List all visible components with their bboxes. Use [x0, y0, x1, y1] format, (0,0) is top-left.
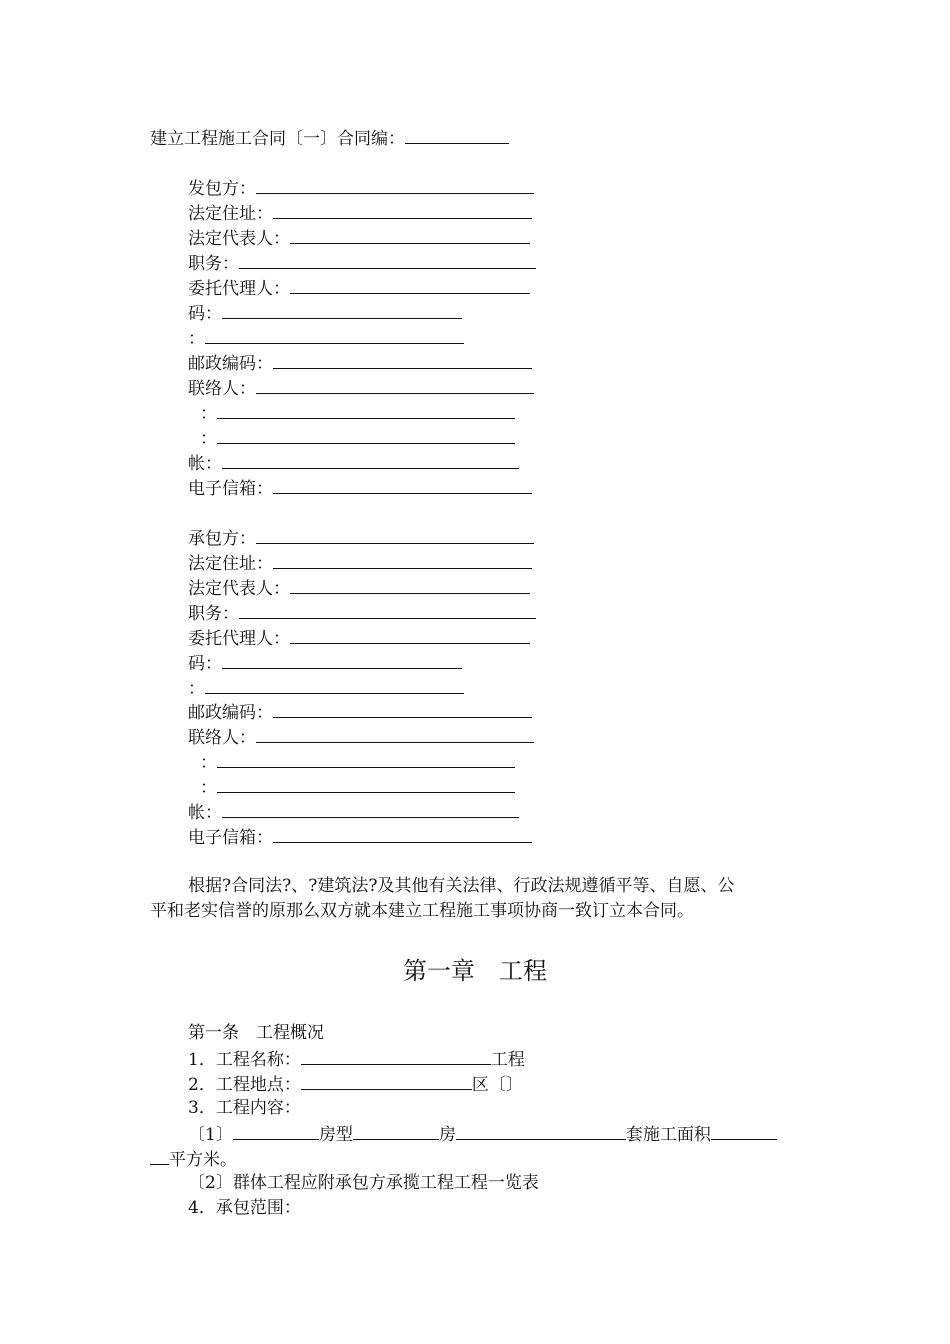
party-b-field: [188, 800, 519, 824]
project-location-blank[interactable]: [301, 1072, 472, 1090]
field-blank[interactable]: [256, 725, 534, 743]
party-b-field: [188, 725, 534, 749]
project-location-label: 2．工程地点：: [188, 1075, 301, 1095]
field-label: 法定代表人：: [188, 229, 290, 249]
field-blank[interactable]: [256, 526, 534, 544]
contract-title: 建立工程施工合同〔一〕合同编：: [150, 129, 405, 149]
party-b-field: [200, 750, 515, 774]
party-b-field: [188, 601, 536, 625]
content-sub-1-continuation: [150, 1147, 237, 1171]
field-blank[interactable]: [290, 626, 530, 644]
area-blank[interactable]: [711, 1122, 777, 1140]
party-a-field: [188, 351, 532, 375]
field-blank[interactable]: [256, 176, 534, 194]
field-blank[interactable]: [217, 775, 515, 793]
content-sub-1-prefix: 〔1〕: [188, 1125, 233, 1145]
field-blank[interactable]: [290, 226, 530, 244]
field-label: 邮政编码：: [188, 354, 273, 374]
party-a-field: [188, 326, 464, 350]
project-name-label: 1．工程名称：: [188, 1050, 301, 1070]
field-blank[interactable]: [222, 451, 519, 469]
chapter-heading: 第一章 工程: [403, 957, 547, 985]
field-blank[interactable]: [273, 476, 532, 494]
project-content-line: 3．工程内容：: [188, 1098, 301, 1118]
field-label: 承包方：: [188, 529, 256, 549]
field-blank[interactable]: [273, 201, 532, 219]
contract-title-line: [150, 126, 509, 150]
party-a-field: [188, 276, 530, 300]
field-label: 职务：: [188, 604, 239, 624]
area-label: 套施工面积: [625, 1125, 711, 1145]
field-blank[interactable]: [217, 401, 515, 419]
party-b-field: [188, 576, 530, 600]
party-b-field: [188, 825, 532, 849]
party-a-field: [188, 251, 536, 275]
house-type-blank[interactable]: [233, 1122, 319, 1140]
field-label: 码：: [188, 654, 222, 674]
content-sub-1-line: [188, 1122, 777, 1146]
house-label: 房: [438, 1125, 456, 1145]
field-label: 帐：: [188, 454, 222, 474]
contract-number-blank[interactable]: [405, 126, 509, 144]
party-a-field: [188, 201, 532, 225]
party-b-field: [188, 700, 532, 724]
party-b-field: [188, 526, 534, 550]
field-label: 码：: [188, 304, 222, 324]
house-type-label: 房型: [318, 1125, 353, 1145]
field-label: 电子信箱：: [188, 828, 273, 848]
field-label: 委托代理人：: [188, 279, 290, 299]
field-blank[interactable]: [205, 676, 464, 694]
field-blank[interactable]: [217, 750, 515, 768]
project-name-blank[interactable]: [301, 1047, 491, 1065]
party-b-field: [188, 651, 462, 675]
party-a-field: [188, 301, 462, 325]
intro-line-1: 根据?合同法?、?建筑法?及其他有关法律、行政法规遵循平等、自愿、公: [188, 876, 735, 896]
field-blank[interactable]: [273, 551, 532, 569]
sets-blank[interactable]: [456, 1122, 626, 1140]
party-a-field: [188, 376, 534, 400]
article-heading: 第一条 工程概况: [188, 1023, 324, 1043]
field-label: ：: [200, 404, 217, 424]
field-label: ：: [200, 429, 217, 449]
field-label: 发包方：: [188, 179, 256, 199]
project-name-suffix: 工程: [490, 1050, 525, 1070]
field-label: 委托代理人：: [188, 629, 290, 649]
party-a-field: [188, 451, 519, 475]
field-blank[interactable]: [256, 376, 534, 394]
party-a-field: [188, 176, 534, 200]
party-a-field: [188, 476, 532, 500]
party-a-field: [200, 401, 515, 425]
house-blank[interactable]: [353, 1122, 439, 1140]
project-name-line: [188, 1047, 525, 1071]
field-blank[interactable]: [222, 800, 519, 818]
field-blank[interactable]: [290, 576, 530, 594]
contract-scope-line: 4．承包范围：: [188, 1198, 301, 1218]
field-label: 联络人：: [188, 379, 256, 399]
party-b-field: [188, 676, 464, 700]
field-label: 帐：: [188, 803, 222, 823]
field-label: 邮政编码：: [188, 703, 273, 723]
party-b-field: [200, 775, 515, 799]
field-label: ：: [188, 329, 205, 349]
field-label: ：: [188, 679, 205, 699]
field-label: 电子信箱：: [188, 479, 273, 499]
party-b-field: [188, 551, 532, 575]
field-blank[interactable]: [222, 651, 462, 669]
party-a-field: [188, 226, 530, 250]
field-label: ：: [200, 778, 217, 798]
field-blank[interactable]: [205, 326, 464, 344]
field-blank[interactable]: [239, 251, 536, 269]
party-a-field: [200, 426, 515, 450]
field-label: 联络人：: [188, 728, 256, 748]
field-blank[interactable]: [217, 426, 515, 444]
field-label: 法定住址：: [188, 554, 273, 574]
area-unit: 平方米。: [169, 1150, 237, 1170]
field-label: 法定住址：: [188, 204, 273, 224]
project-location-line: [188, 1072, 523, 1096]
field-blank[interactable]: [222, 301, 462, 319]
field-label: 职务：: [188, 254, 239, 274]
party-b-field: [188, 626, 530, 650]
field-blank[interactable]: [239, 601, 536, 619]
field-label: ：: [200, 753, 217, 773]
project-location-suffix: 区〔〕: [471, 1075, 523, 1095]
field-blank[interactable]: [273, 351, 532, 369]
field-label: 法定代表人：: [188, 579, 290, 599]
field-blank[interactable]: [273, 825, 532, 843]
field-blank[interactable]: [290, 276, 530, 294]
field-blank[interactable]: [273, 700, 532, 718]
intro-line-2: 平和老实信誉的原那么双方就本建立工程施工事项协商一致订立本合同。: [150, 901, 694, 921]
area-blank-continued[interactable]: [150, 1147, 169, 1165]
content-sub-2-line: 〔2〕群体工程应附承包方承揽工程工程一览表: [188, 1173, 539, 1193]
